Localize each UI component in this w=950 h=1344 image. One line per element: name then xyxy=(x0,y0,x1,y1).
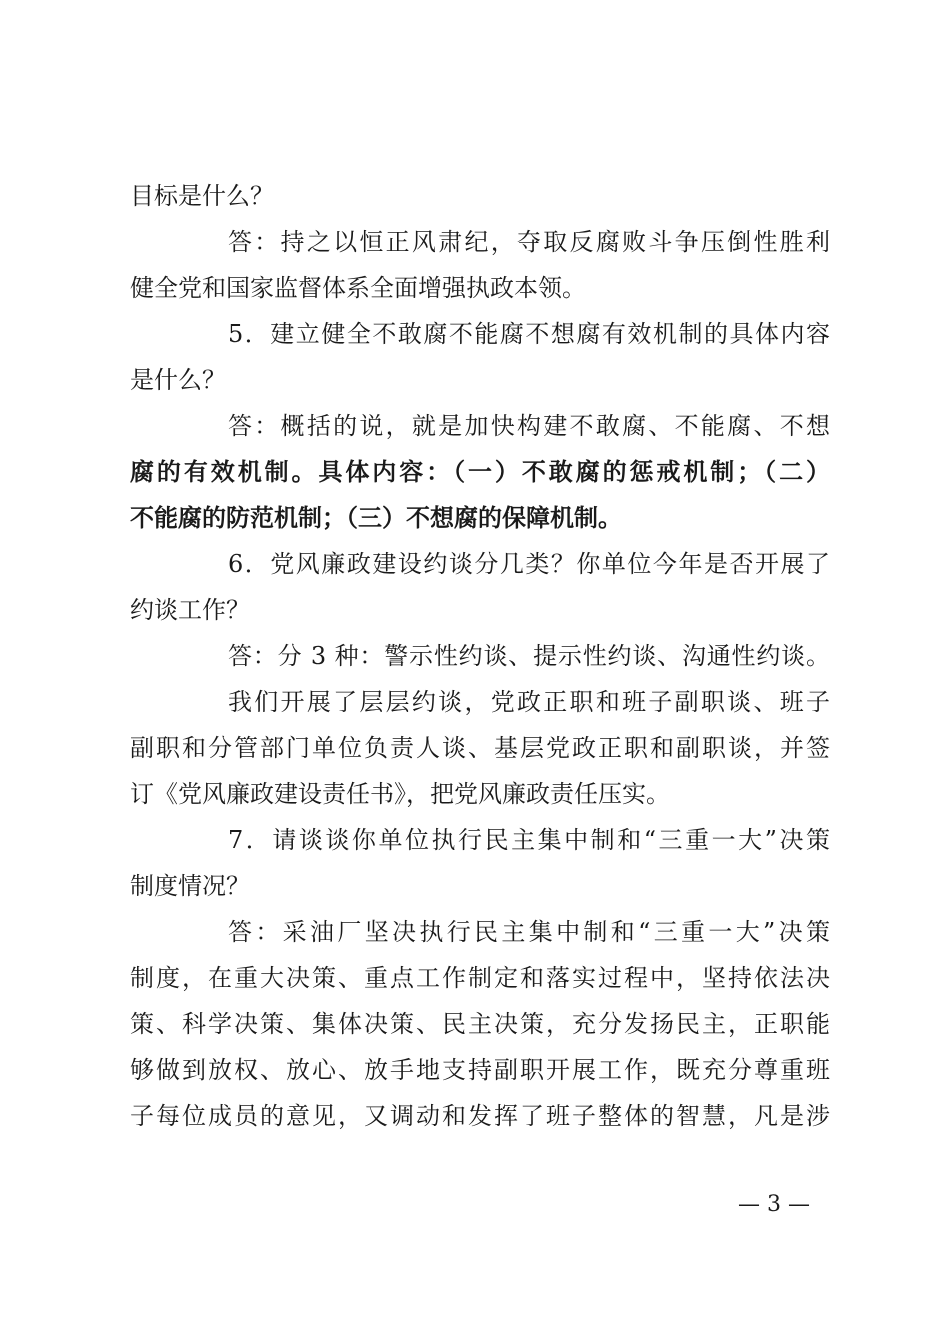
text-line: 约谈工作？ xyxy=(130,596,250,624)
answer-line: 答：持之以恒正风肃纪，夺取反腐败斗争压倒性胜利 xyxy=(228,228,830,256)
text-line: 制度，在重大决策、重点工作制定和落实过程中，坚持依法决 xyxy=(130,964,830,992)
text-line: 制度情况？ xyxy=(130,872,250,900)
answer-line: 答：分 3 种：警示性约谈、提示性约谈、沟通性约谈。 xyxy=(228,642,830,670)
page-number: — 3 — xyxy=(738,1192,810,1217)
text-line: 不能腐的防范机制；（三）不想腐的保障机制。 xyxy=(130,503,622,532)
answer-line: 答：概括的说，就是加快构建不敢腐、不能腐、不想 xyxy=(228,412,830,440)
text-line: 策、科学决策、集体决策、民主决策，充分发扬民主，正职能 xyxy=(130,1010,830,1038)
text-line: 子每位成员的意见，又调动和发挥了班子整体的智慧，凡是涉 xyxy=(130,1102,830,1130)
text-line: 是什么？ xyxy=(130,366,226,394)
text-line: 目标是什么？ xyxy=(130,182,274,210)
text-line: 健全党和国家监督体系全面增强执政本领。 xyxy=(130,274,586,302)
text-line: 够做到放权、放心、放手地支持副职开展工作，既充分尊重班 xyxy=(130,1056,830,1084)
text-line: 订《党风廉政建设责任书》，把党风廉政责任压实。 xyxy=(130,780,670,808)
text-line: 腐的有效机制。具体内容：（一）不敢腐的惩戒机制；（二） xyxy=(130,457,830,486)
document-body xyxy=(130,173,830,1139)
question-line: 7．请谈谈你单位执行民主集中制和“三重一大”决策 xyxy=(228,826,830,854)
text-line: 我们开展了层层约谈，党政正职和班子副职谈、班子 xyxy=(228,688,830,716)
question-line: 6．党风廉政建设约谈分几类？你单位今年是否开展了 xyxy=(228,550,830,578)
question-line: 5．建立健全不敢腐不能腐不想腐有效机制的具体内容 xyxy=(228,320,830,348)
text-line: 副职和分管部门单位负责人谈、基层党政正职和副职谈，并签 xyxy=(130,734,830,762)
answer-line: 答：采油厂坚决执行民主集中制和“三重一大”决策 xyxy=(228,918,830,946)
